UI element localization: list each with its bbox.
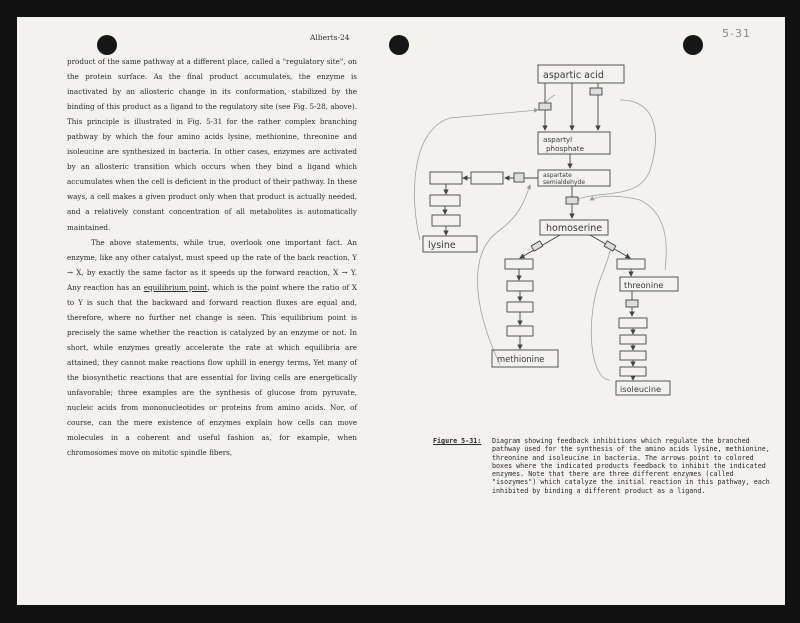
- lysine-step-box-3: [430, 195, 460, 206]
- threonine-step-box-1: [617, 259, 645, 269]
- label-aspartyl: aspartyl: [543, 135, 573, 144]
- caption-label: Figure 5-31:: [433, 437, 482, 445]
- label-homoserine: homoserine: [546, 223, 603, 234]
- lysine-step-box-4: [432, 215, 460, 226]
- isoleucine-step-box-4: [620, 367, 646, 376]
- lysine-step-box-1: [471, 172, 503, 184]
- label-aspartic-acid: aspartic acid: [543, 70, 604, 81]
- methionine-step-box-3: [507, 302, 533, 312]
- methionine-step-box-2: [507, 281, 533, 291]
- enzyme-box-1: [539, 103, 551, 110]
- enzyme-box-isoleucine: [626, 300, 638, 307]
- equilibrium-point-term: equilibrium point: [143, 282, 208, 292]
- feedback-threonine-line: [575, 100, 656, 200]
- enzyme-box-threonine: [604, 241, 616, 251]
- label-isoleucine: isoleucine: [620, 384, 662, 394]
- paragraph-1: product of the same pathway at a different place, called a "regulatory site", on the protein surface. As the final product accumulates, the enzyme is inactivated by an allosteric change in its conformation, stabilized by the binding of this product as a ligand to the regulatory site (see Fig. 5-28, above). This principle is illustrated in Fig. 5-31 for the rather complex branching pathway by which the four amino acids lysine, methionine, threonine and isoleucine are synthesized in bacteria. In other cases, enzymes are activated by an allosteric transition which occurs when they bind a ligand which accumulates when the cell is deficient in the product of their pathway. In these ways, a cell makes a given product only when that product is actually needed, and a relatively constant concentration of all metabolites is automatically maintained.: [67, 57, 357, 232]
- paragraph-2-start: The above statements, while true, overlook one important fact. An enzyme, like any other catalyst, must speed up the rate of the back reaction, Y → X, by exactly the same factor as it speeds up the forward reaction, X → Y. Any reaction has an: [67, 237, 357, 292]
- label-aspartate: aspartate: [543, 172, 572, 179]
- label-phosphate: phosphate: [546, 144, 585, 153]
- running-head: Alberts-24: [310, 33, 350, 42]
- caption-text: Diagram showing feedback inhibitions which regulate the branched pathway used for the synthesis of the amino acids lysine, methionine, threonine and isoleucine in bacteria. The arrows point to colored boxes where the indicated products feedback to inhibit the indicated enzymes. Note that there are three different enzymes (called "isozymes") which catalyze the initial reaction in this pathway, each inhibited by binding a different product as a ligand.: [492, 437, 770, 495]
- methionine-step-box-1: [505, 259, 533, 269]
- isoleucine-step-box-3: [620, 351, 646, 360]
- label-semialdehyde: semialdehyde: [543, 179, 586, 186]
- lysine-step-box-2: [430, 172, 462, 184]
- enzyme-box-methionine: [531, 241, 543, 251]
- enzyme-box-homoserine: [566, 197, 578, 204]
- label-lysine: lysine: [428, 240, 456, 251]
- isoleucine-step-box-2: [620, 335, 646, 344]
- paragraph-2-end: , which is the point where the ratio of X to Y is such that the backward and forward reaction fluxes are equal and, therefore, where no further net change is seen. This equilibrium point is precisely the same whether the reaction is catalyzed by an enzyme or not. In short, while enzymes greatly accelerate the rate at which equilibria are attained, they cannot make reactions flow uphill in energy terms. Yet many of the biosynthetic reactions that are essential for living cells are energetically unfavorable; three examples are the synthesis of glucose from pyruvate, nucleic acids from mononucleotides or proteins from amino acids. Nor, of course, can the mere existence of enzymes explain how cells can move molecules in a coherent and useful fashion as, for example, when chromosomes move on mitotic spindle fibers,: [67, 282, 357, 458]
- enzyme-box-2: [590, 88, 602, 95]
- feedback-methionine-line: [478, 185, 531, 365]
- label-methionine: methionine: [497, 354, 545, 364]
- label-threonine: threonine: [624, 280, 664, 290]
- page-number-mark: 5-31: [722, 27, 751, 40]
- enzyme-box-lysine: [514, 173, 524, 182]
- figure-caption: [433, 437, 773, 495]
- isoleucine-step-box-1: [619, 318, 647, 328]
- feedback-isoleucine-line: [591, 245, 612, 380]
- methionine-step-box-4: [507, 326, 533, 336]
